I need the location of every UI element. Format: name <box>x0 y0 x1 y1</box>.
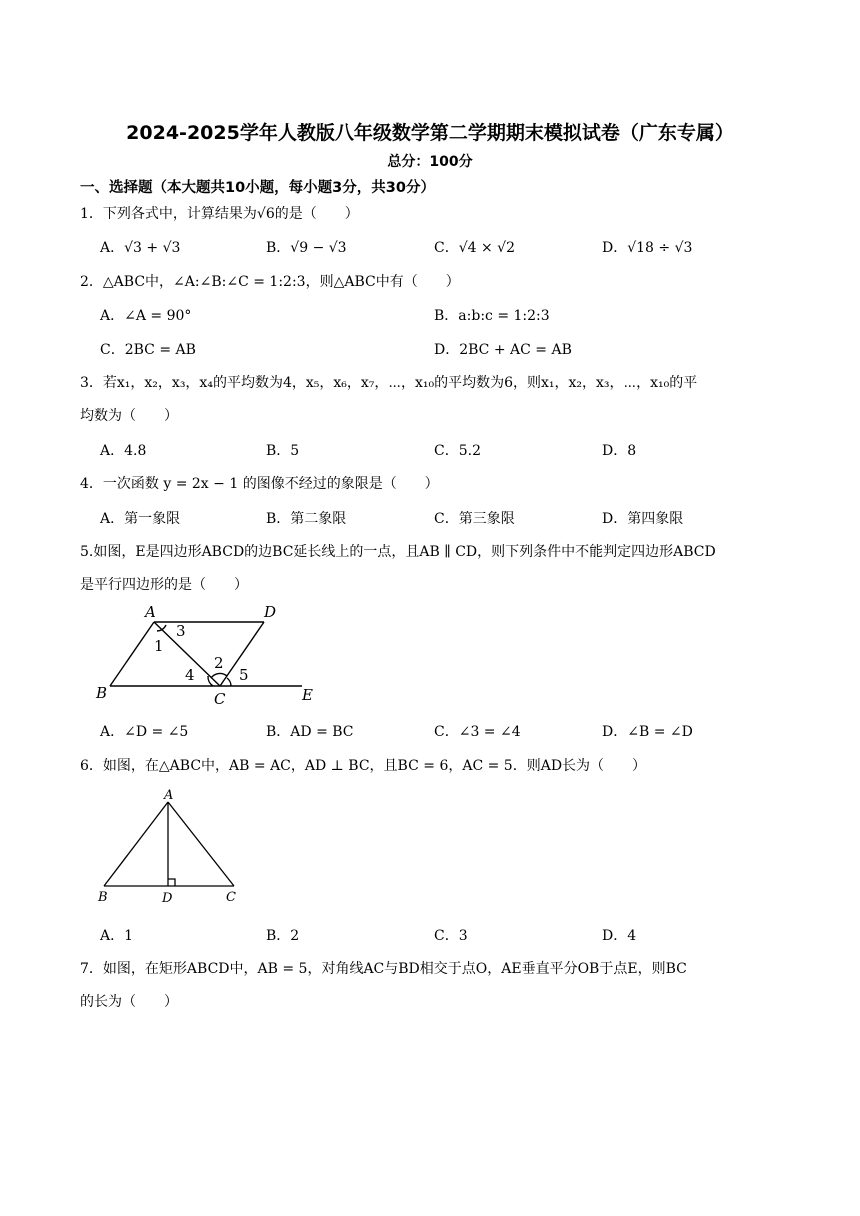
q5-angle-1: 1 <box>154 637 164 655</box>
question-2-option-a: A．∠A = 90° <box>100 308 192 324</box>
question-4-option-c: C．第三象限 <box>434 511 515 527</box>
question-2-option-d: D．2BC + AC = AB <box>434 342 572 358</box>
question-5-stem-line1: 5.如图，E是四边形ABCD的边BC延长线上的一点，且AB ∥ CD，则下列条件中不能判定四边形ABCD <box>80 544 716 560</box>
total-score: 总分：100分 <box>387 154 473 170</box>
page-title: 2024-2025学年人教版八年级数学第二学期期末模拟试卷（广东专属） <box>126 122 734 144</box>
q5-angle-3: 3 <box>176 622 186 640</box>
question-5-option-c: C．∠3 = ∠4 <box>434 724 521 740</box>
q5-label-a: A <box>145 603 156 621</box>
question-4-option-a: A．第一象限 <box>100 511 181 527</box>
q6-label-a: A <box>164 788 174 803</box>
question-3-option-d: D．8 <box>602 443 637 459</box>
section-heading: 一、选择题（本大题共10小题，每小题3分，共30分） <box>80 180 435 196</box>
question-3-stem-line2: 均数为（ ） <box>80 408 178 424</box>
question-4-stem: 4．一次函数 y = 2x − 1 的图像不经过的象限是（ ） <box>80 476 439 492</box>
question-1-option-b: B．√9 − √3 <box>266 240 347 256</box>
question-6-figure <box>92 786 252 908</box>
question-5-figure <box>90 598 330 710</box>
question-3-option-a: A．4.8 <box>100 443 147 459</box>
question-6-option-a: A．1 <box>100 928 134 944</box>
question-2-option-b: B．a:b:c = 1:2:3 <box>434 308 550 324</box>
question-3-option-b: B．5 <box>266 443 300 459</box>
q6-label-d: D <box>162 891 173 906</box>
question-6-stem: 6．如图，在△ABC中，AB = AC，AD ⊥ BC，且BC = 6，AC = 5．则AD长为（ ） <box>80 758 647 774</box>
question-4-option-d: D．第四象限 <box>602 511 684 527</box>
question-7-stem-line1: 7．如图，在矩形ABCD中，AB = 5，对角线AC与BD相交于点O，AE垂直平分OB于点E，则BC <box>80 961 687 977</box>
question-6-option-c: C．3 <box>434 928 468 944</box>
question-3-stem-line1: 3．若x₁，x₂，x₃，x₄的平均数为4，x₅，x₆，x₇，⋯，x₁₀的平均数为6，则x₁，x₂，x₃，⋯，x₁₀的平 <box>80 375 698 391</box>
q5-label-c: C <box>214 690 226 708</box>
question-6-option-d: D．4 <box>602 928 637 944</box>
q6-label-b: B <box>98 890 108 905</box>
question-1-option-d: D．√18 ÷ √3 <box>602 240 693 256</box>
q5-label-e: E <box>302 686 313 704</box>
q6-label-c: C <box>226 890 236 905</box>
q5-label-b: B <box>96 684 108 702</box>
q5-angle-4: 4 <box>185 666 195 684</box>
question-5-stem-line2: 是平行四边形的是（ ） <box>80 577 248 593</box>
question-7-stem-line2: 的长为（ ） <box>80 994 178 1010</box>
question-5-option-d: D．∠B = ∠D <box>602 724 693 740</box>
question-1-stem: 1．下列各式中，计算结果为√6的是（ ） <box>80 206 359 222</box>
q5-angle-5: 5 <box>239 666 249 684</box>
question-3-option-c: C．5.2 <box>434 443 481 459</box>
question-2-stem: 2．△ABC中，∠A:∠B:∠C = 1:2:3，则△ABC中有（ ） <box>80 274 460 290</box>
question-2-option-c: C．2BC = AB <box>100 342 196 358</box>
question-6-option-b: B．2 <box>266 928 300 944</box>
q5-angle-2: 2 <box>214 654 224 672</box>
question-4-option-b: B．第二象限 <box>266 511 347 527</box>
question-5-option-b: B．AD = BC <box>266 724 354 740</box>
question-1-option-c: C．√4 × √2 <box>434 240 515 256</box>
question-1-option-a: A．√3 + √3 <box>100 240 181 256</box>
question-5-option-a: A．∠D = ∠5 <box>100 724 189 740</box>
q5-label-d: D <box>264 603 277 621</box>
